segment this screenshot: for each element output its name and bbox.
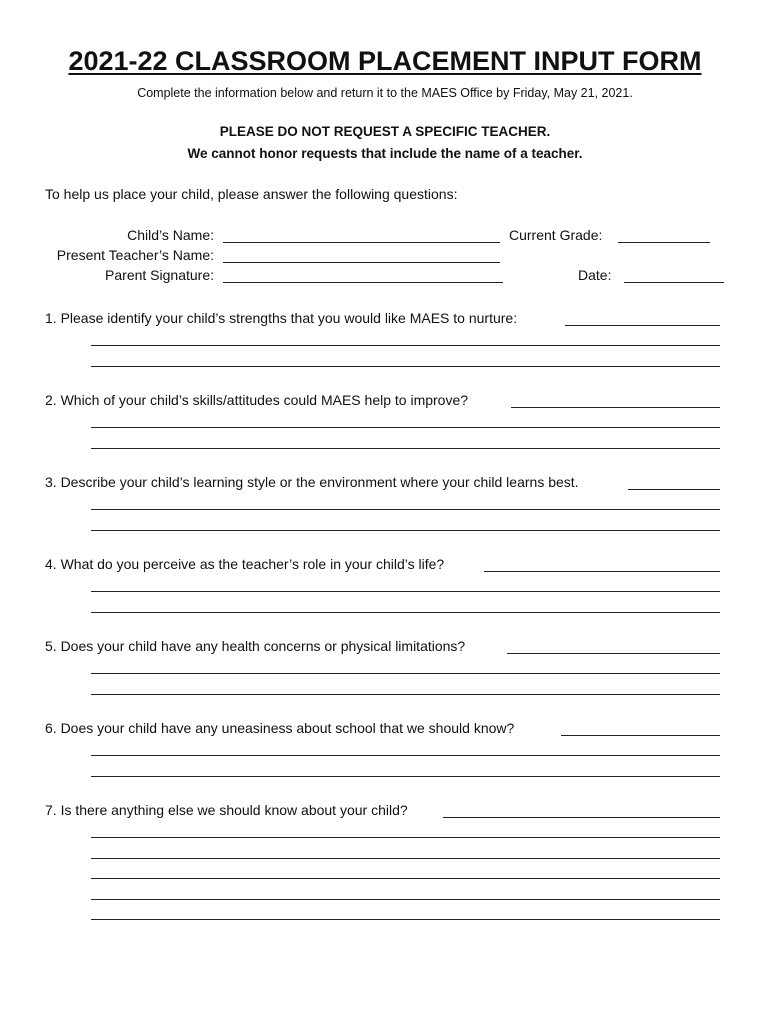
- question-6: 6. Does your child have any uneasiness about school that we should know?: [45, 720, 515, 736]
- question-1-answer-line[interactable]: [91, 345, 720, 346]
- question-2-answer-line[interactable]: [91, 427, 720, 428]
- question-7-answer-line[interactable]: [91, 878, 720, 879]
- present-teacher-field[interactable]: [223, 262, 500, 263]
- current-grade-field[interactable]: [618, 242, 710, 243]
- question-3-answer-line[interactable]: [91, 509, 720, 510]
- date-field[interactable]: [624, 282, 724, 283]
- question-6-inline-answer[interactable]: [561, 735, 720, 736]
- question-7-answer-line[interactable]: [91, 837, 720, 838]
- form-title-text: 2021-22 CLASSROOM PLACEMENT INPUT FORM: [68, 46, 702, 76]
- question-7-answer-line[interactable]: [91, 899, 720, 900]
- question-3-answer-line[interactable]: [91, 530, 720, 531]
- child-name-field[interactable]: [223, 242, 500, 243]
- question-1: 1. Please identify your child’s strengths that you would like MAES to nurture:: [45, 310, 518, 326]
- warning-line-1: PLEASE DO NOT REQUEST A SPECIFIC TEACHER.: [219, 124, 551, 139]
- question-7-answer-line[interactable]: [91, 858, 720, 859]
- current-grade-label: Current Grade:: [509, 227, 603, 243]
- question-4-answer-line[interactable]: [91, 612, 720, 613]
- question-5-answer-line[interactable]: [91, 673, 720, 674]
- question-2-answer-line[interactable]: [91, 448, 720, 449]
- question-5: 5. Does your child have any health concerns or physical limitations?: [45, 638, 466, 654]
- question-3-inline-answer[interactable]: [628, 489, 720, 490]
- question-3: 3. Describe your child’s learning style or the environment where your child learns best.: [45, 474, 579, 490]
- form-title: [0, 46, 770, 77]
- question-7-answer-line[interactable]: [91, 919, 720, 920]
- question-7-inline-answer[interactable]: [443, 817, 720, 818]
- question-6-answer-line[interactable]: [91, 776, 720, 777]
- question-4: 4. What do you perceive as the teacher’s role in your child’s life?: [45, 556, 445, 572]
- date-label: Date:: [578, 267, 612, 283]
- present-teacher-label: Present Teacher’s Name:: [56, 247, 214, 263]
- child-name-label: Child’s Name:: [127, 227, 214, 243]
- intro-text: To help us place your child, please answer the following questions:: [45, 186, 458, 202]
- question-2-inline-answer[interactable]: [511, 407, 720, 408]
- question-4-answer-line[interactable]: [91, 591, 720, 592]
- question-7: 7. Is there anything else we should know about your child?: [45, 802, 408, 818]
- warning-line-2: We cannot honor requests that include the name of a teacher.: [187, 146, 583, 161]
- parent-signature-label: Parent Signature:: [105, 267, 214, 283]
- question-1-inline-answer[interactable]: [565, 325, 720, 326]
- question-5-answer-line[interactable]: [91, 694, 720, 695]
- question-1-answer-line[interactable]: [91, 366, 720, 367]
- parent-signature-field[interactable]: [223, 282, 503, 283]
- question-4-inline-answer[interactable]: [484, 571, 720, 572]
- question-6-answer-line[interactable]: [91, 755, 720, 756]
- question-2: 2. Which of your child’s skills/attitudes could MAES help to improve?: [45, 392, 469, 408]
- question-5-inline-answer[interactable]: [507, 653, 720, 654]
- form-subtitle: Complete the information below and return it to the MAES Office by Friday, May 21, 2021.: [137, 86, 633, 100]
